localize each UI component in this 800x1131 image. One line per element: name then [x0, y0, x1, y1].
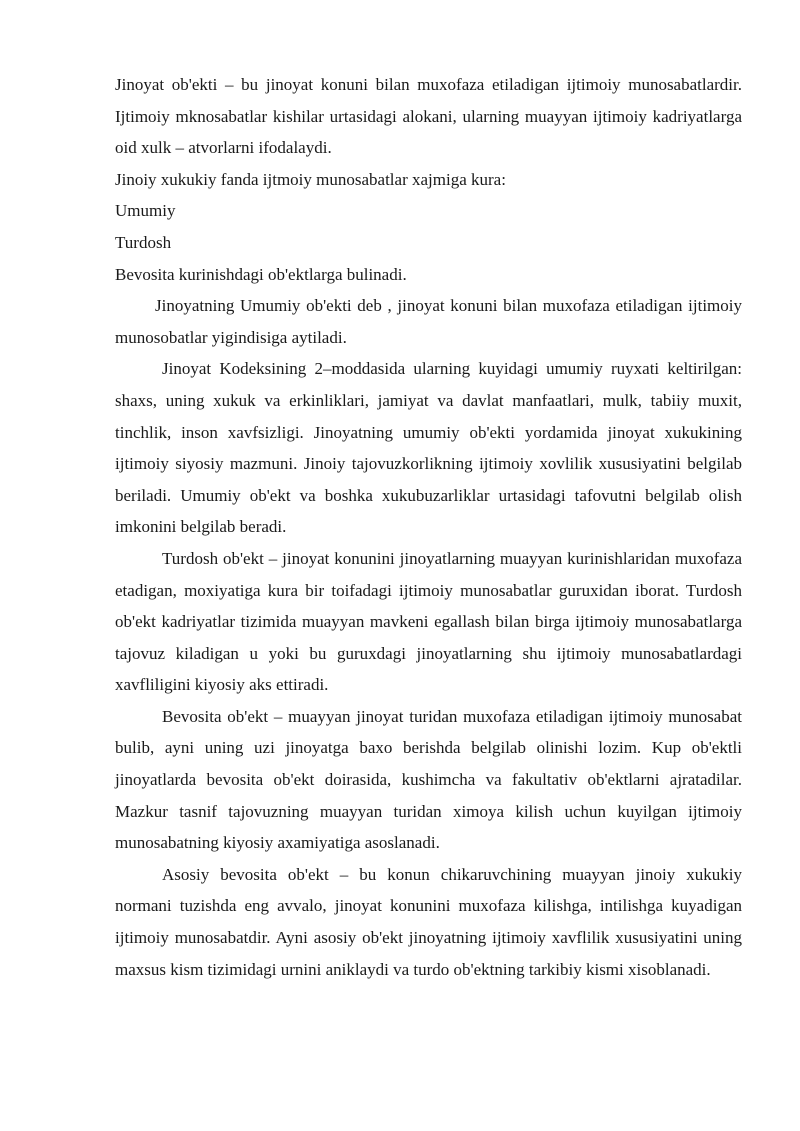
paragraph-classification-intro: Jinoiy xukukiy fanda ijtmoiy munosabatlar xajmiga kura:	[115, 169, 506, 189]
paragraph-general-object: Jinoyatning Umumiy ob'ekti deb , jinoyat konuni bilan muxofaza etiladigan ijtimoiy munosobatlar yigindisiga aytiladi.	[115, 296, 742, 347]
list-item-umumiy: Umumiy	[115, 201, 176, 221]
document-page	[115, 69, 742, 985]
paragraph-generic-object: Turdosh ob'ekt – jinoyat konunini jinoyatlarning muayyan kurinishlaridan muxofaza etadigan, moxiyatiga kura bir toifadagi ijtimoiy munosabatlar guruxidan iborat. Turdosh ob'ekt kadriyatlar tizimida muayyan mavkeni egallash bilan birga ijtimoiy munosabatlarga tajovuz kiladigan u yoki bu guruxdagi jinoyatlarning shu ijtimoiy munosabatlardagi xavfliligini kiyosiy aks ettiradi.	[115, 548, 742, 695]
paragraph-definition: Jinoyat ob'ekti – bu jinoyat konuni bilan muxofaza etiladigan ijtimoiy munosabatlardir. Ijtimoiy mknosabatlar kishilar urtasidagi alokani, ularning muayyan ijtimoiy kadriyatlarga oid xulk – atvorlarni ifodalaydi.	[115, 75, 742, 158]
paragraph-direct-object: Bevosita ob'ekt – muayyan jinoyat turidan muxofaza etiladigan ijtimoiy munosabat bulib, ayni uning uzi jinoyatga baxo berishda belgilab olinishi lozim. Kup ob'ektli jinoyatlarda bevosita ob'ekt doirasida, kushimcha va fakultativ ob'ektlarni ajratadilar. Mazkur tasnif tajovuzning muayyan turidan ximoya kilish uchun kuyilgan ijtimoiy munosabatning kiyosiy axamiyatiga asoslanadi.	[115, 706, 742, 853]
list-item-bevosita: Bevosita kurinishdagi ob'ektlarga bulinadi.	[115, 264, 407, 284]
paragraph-main-direct-object: Asosiy bevosita ob'ekt – bu konun chikaruvchining muayyan jinoiy xukukiy normani tuzishda eng avvalo, jinoyat konunini muxofaza kilishga, intilishga kuyadigan ijtimoiy munosabatdir. Ayni asosiy ob'ekt jinoyatning ijtimoiy xavflilik xususiyatini uning maxsus kism tizimidagi urnini aniklaydi va turdo ob'ektning tarkibiy kismi xisoblanadi.	[115, 864, 742, 979]
paragraph-code-article-2: Jinoyat Kodeksining 2–moddasida ularning kuyidagi umumiy ruyxati keltirilgan: shaxs, uning xukuk va erkinliklari, jamiyat va davlat manfaatlari, mulk, tabiiy muxit, tinchlik, inson xavfsizligi. Jinoyatning umumiy ob'ekti yordamida jinoyat xukukining ijtimoiy siyosiy mazmuni. Jinoiy tajovuzkorlikning ijtimoiy xovlilik xususiyatini belgilab beriladi. Umumiy ob'ekt va boshka xukubuzarliklar urtasidagi tafovutni belgilab olish imkonini belgilab beradi.	[115, 359, 742, 537]
list-item-turdosh: Turdosh	[115, 232, 172, 252]
